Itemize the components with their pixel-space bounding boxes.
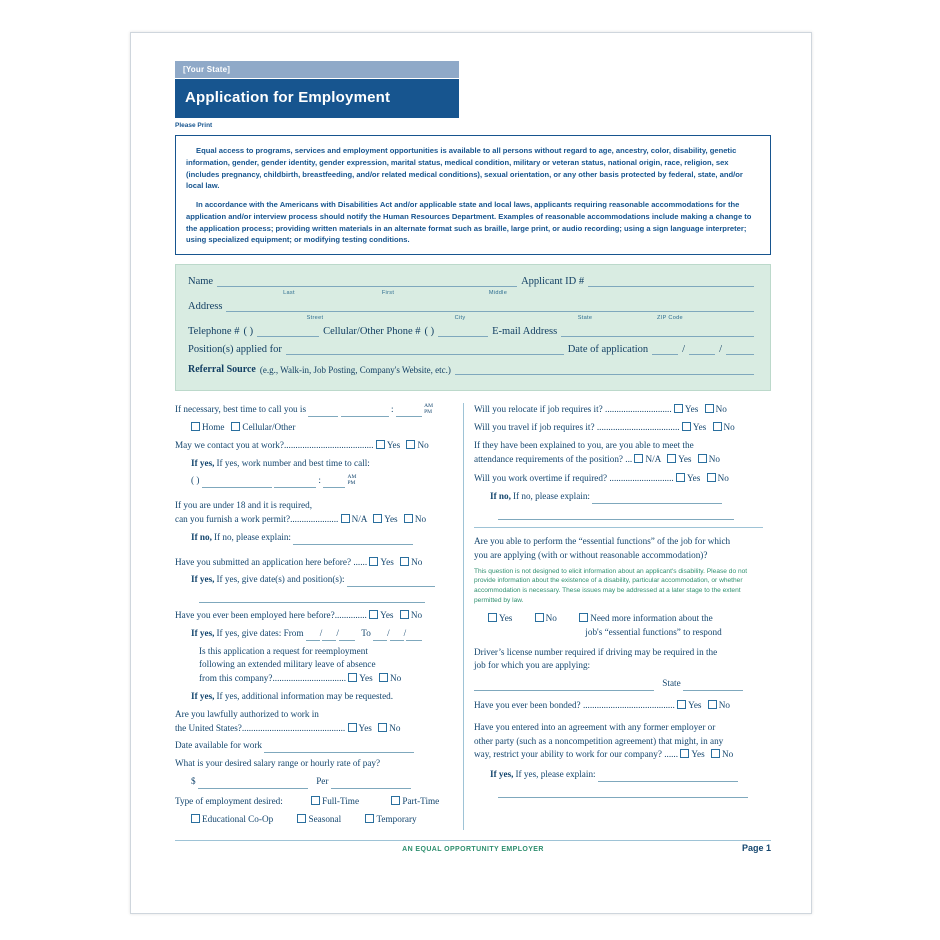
position-row <box>188 343 758 355</box>
please-print-note: Please Print <box>175 122 213 129</box>
work-number-row <box>175 474 455 488</box>
checkbox-work-permit-na[interactable] <box>341 514 350 523</box>
agreement-explain-row: If yes, If yes, please explain: <box>474 768 763 782</box>
work-permit-question: If you are under 18 and it is required, can you furnish a work permit?..................... N/A Yes No <box>175 500 427 524</box>
license-line-1: Driver’s license number required if driving may be required in the <box>474 646 718 657</box>
checkbox-overtime-yes[interactable] <box>676 473 685 482</box>
employed-before-question: Have you ever been employed here before?.............. Yes No <box>175 610 423 621</box>
attendance-question <box>474 439 763 467</box>
employment-type-row <box>175 795 455 809</box>
reemployment-line-2: following an extended military leave of absence <box>199 659 376 670</box>
essential-functions-options <box>474 612 763 640</box>
name-sub-middle: Middle <box>488 290 508 297</box>
employed-before-yes-label: Yes <box>380 610 394 621</box>
referral-row <box>188 363 758 375</box>
date-slash-2: / <box>719 344 722 356</box>
license-number-input[interactable] <box>474 680 654 691</box>
from-slash-1: / <box>319 627 323 638</box>
checkbox-travel-no[interactable] <box>713 422 722 431</box>
phone-row <box>188 325 758 337</box>
salary-per-input[interactable] <box>331 778 411 789</box>
date-year-input[interactable] <box>726 343 754 355</box>
checkbox-relocate-no[interactable] <box>705 404 714 413</box>
employed-before-no-label: No <box>410 610 423 621</box>
left-question-column <box>175 403 463 830</box>
authorized-line-2: the United States? <box>175 722 242 733</box>
date-slash-1: / <box>682 344 686 356</box>
noncompete-question <box>474 721 763 762</box>
telephone-label: Telephone # <box>188 326 240 338</box>
disability-disclaimer: This question is not designed to elicit information about an applicant's disability. Please do not provide information about the existence of a disability, particular accommodation, or whether accommodation is necessary. These issues may be addressed at a later stage to the extent permitted by law. <box>474 567 748 605</box>
applied-before-label: Have you submitted an application here before? <box>175 556 352 567</box>
address-input[interactable] <box>226 300 754 312</box>
relocate-question: Will you relocate if job requires it? ............................. Yes No <box>474 404 727 415</box>
checkbox-full-time[interactable] <box>311 796 320 805</box>
attendance-na-label: N/A <box>645 453 661 464</box>
equal-opportunity-note: AN EQUAL OPPORTUNITY EMPLOYER <box>402 846 544 854</box>
right-question-column <box>463 403 763 830</box>
essential-line-1: Are you able to perform the “essential functions” of the job for which <box>474 535 731 546</box>
checkbox-essential-no[interactable] <box>535 613 544 622</box>
agreement-line-2: other party (such as a noncompetition agreement) that might, in any <box>474 735 724 746</box>
applied-before-detail-row: If yes, If yes, give date(s) and position(s): <box>175 573 455 587</box>
work-number-paren: ( ) <box>191 475 200 486</box>
checkbox-essential-yes[interactable] <box>488 613 497 622</box>
drivers-license-question <box>474 646 763 674</box>
checkbox-attendance-no[interactable] <box>698 454 707 463</box>
employed-to-label: To <box>361 627 371 638</box>
overtime-explain-row: If no, If no, please explain: <box>474 490 763 504</box>
overtime-yes-label: Yes <box>686 473 701 484</box>
applied-before-detail-label: If yes, give date(s) and position(s): <box>216 574 345 585</box>
authorized-question: Are you lawfully authorized to work in the United States?............................................. Yes No <box>175 708 401 733</box>
referral-input[interactable] <box>455 363 754 375</box>
checkbox-contact-work-no[interactable] <box>406 440 415 449</box>
employed-before-label: Have you ever been employed here before? <box>175 610 335 621</box>
overtime-explain-label: If no, please explain: <box>512 491 590 502</box>
checkbox-contact-work-yes[interactable] <box>376 440 385 449</box>
work-minutes-input[interactable] <box>323 477 345 488</box>
notice-paragraph-1: Equal access to programs, services and employment opportunities is available to all persons without regard to age, ancestry, color, disability, genetic information, gender, gender identity, gender expression, marital status, medical condition, military or veteran status, national origin, race, religion, sex (includes pregnancy, childbirth, breastfeeding, and/or related medical conditions), sexual orientation, or any other basis protected by federal, state, and/or local law. <box>186 146 743 191</box>
salary-label: What is your desired salary range or hourly rate of pay? <box>175 758 381 769</box>
work-number-input[interactable] <box>202 477 272 488</box>
checkbox-bonded-no[interactable] <box>708 700 717 709</box>
to-slash-1: / <box>387 627 390 638</box>
bonded-yes-label: Yes <box>688 700 702 711</box>
address-sub-city: City <box>454 315 466 322</box>
best-time-colon: : <box>390 404 394 415</box>
license-row <box>474 677 763 691</box>
checkbox-part-time[interactable] <box>391 796 400 805</box>
travel-yes-label: Yes <box>692 421 707 432</box>
checkbox-employed-before-no[interactable] <box>400 610 409 619</box>
equal-access-notice <box>175 135 771 255</box>
address-sublabels <box>188 315 758 321</box>
employment-type-row-2 <box>175 813 455 827</box>
checkbox-reemployment-no[interactable] <box>379 673 388 682</box>
agreement-explain-input[interactable] <box>598 771 738 782</box>
checkbox-agreement-yes[interactable] <box>680 749 689 758</box>
travel-label: Will you travel if job requires it? <box>474 421 595 432</box>
notice-paragraph-2: In accordance with the Americans with Disabilities Act and/or applicable state and local laws, applicants requiring reasonable accommodations for the application and/or interview process should notify the Human Resources Department. Examples of reasonable accommodations include making a change to the application process; providing written materials in an alternate format such as braille, large print, or audio recording; using a sign language interpreter; using specialized equipment; or modifying testing conditions. <box>186 200 752 245</box>
email-label: E-mail Address <box>492 326 558 338</box>
relocate-yes-label: Yes <box>684 404 699 415</box>
salary-per-label: Per <box>316 776 329 787</box>
reemployment-line-1: Is this application a request for reemployment <box>199 645 368 656</box>
license-state-input[interactable] <box>683 680 743 691</box>
overtime-label: Will you work overtime if required? <box>474 473 608 484</box>
salary-amount-input[interactable] <box>198 778 308 789</box>
need-more-line-2: job's “essential functions” to respond <box>585 626 722 637</box>
relocate-no-label: No <box>715 404 727 415</box>
authorized-no-label: No <box>389 722 401 733</box>
applied-before-yes-label: Yes <box>380 556 394 567</box>
contact-at-work-question: May we contact you at work?....................................... Yes No <box>175 439 429 450</box>
applied-before-no-label: No <box>411 556 423 567</box>
checkbox-employed-before-yes[interactable] <box>369 610 378 619</box>
attendance-line-1: If they have been explained to you, are you able to meet the <box>474 439 694 450</box>
travel-question: Will you travel if job requires it? .................................... Yes No <box>474 421 735 432</box>
contact-work-yes-label: Yes <box>386 439 401 450</box>
checkbox-temporary[interactable] <box>365 814 374 823</box>
reemployment-line-3: from this company? <box>199 673 273 684</box>
pm-label: PM <box>424 409 433 416</box>
authorized-yes-label: Yes <box>358 722 372 733</box>
employed-dates-label: If yes, give dates: From <box>216 627 304 638</box>
am-label: AM <box>424 403 433 410</box>
address-row <box>188 300 758 312</box>
need-more-line-1: Need more information about the <box>590 613 713 624</box>
cellular-other-label: Cellular/Other <box>242 421 296 432</box>
form-sheet <box>130 32 812 914</box>
essential-line-2: you are applying (with or without reasonable accommodation)? <box>474 549 708 560</box>
applicant-id-label: Applicant ID # <box>521 276 585 288</box>
date-available-row <box>175 739 455 753</box>
applicant-info-block <box>175 264 771 391</box>
essential-yes-label: Yes <box>499 613 513 624</box>
overtime-explain-input-2[interactable] <box>498 508 734 520</box>
agreement-yes-label: Yes <box>691 749 705 760</box>
essential-no-label: No <box>545 613 557 624</box>
date-day-input[interactable] <box>689 343 715 355</box>
checkbox-applied-before-yes[interactable] <box>369 557 378 566</box>
applicant-id-input[interactable] <box>588 275 754 287</box>
work-pm-label: PM <box>347 480 356 487</box>
reemployment-no-label: No <box>389 673 402 684</box>
travel-no-label: No <box>723 421 735 432</box>
checkbox-attendance-yes[interactable] <box>667 454 676 463</box>
telephone-paren: ( ) <box>243 326 254 338</box>
overtime-question: Will you work overtime if required? ............................ Yes No <box>474 473 729 484</box>
need-more-line-2-wrap <box>474 626 763 640</box>
temporary-label: Temporary <box>376 813 417 824</box>
page-number: Page 1 <box>741 843 771 854</box>
part-time-label: Part-Time <box>402 795 440 806</box>
reemployment-note: If yes, If yes, additional information may be requested. <box>191 691 394 702</box>
section-divider <box>474 527 763 528</box>
position-input[interactable] <box>286 343 564 355</box>
checkbox-overtime-no[interactable] <box>707 473 716 482</box>
form-title-bar <box>175 79 459 118</box>
name-label: Name <box>188 276 214 288</box>
attendance-yes-label: Yes <box>678 453 692 464</box>
work-time-input[interactable] <box>274 477 316 488</box>
cellular-paren: ( ) <box>424 326 435 338</box>
checkbox-authorized-yes[interactable] <box>348 723 357 732</box>
name-sublabels <box>188 290 758 296</box>
home-label: Home <box>202 421 225 432</box>
cellular-label: Cellular/Other Phone # <box>323 326 421 338</box>
overtime-explain-input[interactable] <box>592 493 722 504</box>
date-available-input[interactable] <box>264 742 414 753</box>
applied-before-detail-input-2[interactable] <box>199 591 425 603</box>
work-permit-explain-label: If no, please explain: <box>213 531 291 542</box>
salary-question <box>175 757 455 771</box>
employment-type-label: Type of employment desired: <box>175 795 283 806</box>
seasonal-label: Seasonal <box>308 813 342 824</box>
overtime-no-label: No <box>717 473 729 484</box>
bonded-no-label: No <box>718 700 731 711</box>
salary-row <box>175 775 455 789</box>
checkbox-relocate-yes[interactable] <box>674 404 683 413</box>
contact-at-work-label: May we contact you at work? <box>175 439 284 450</box>
work-am-label: AM <box>347 474 357 481</box>
name-row <box>188 275 758 287</box>
applied-before-question: Have you submitted an application here before? ...... Yes No <box>175 556 423 567</box>
form-footer <box>175 840 771 868</box>
agreement-line-1: Have you entered into an agreement with any former employer or <box>474 721 716 732</box>
essential-functions-question <box>474 535 763 563</box>
checkbox-reemployment-yes[interactable] <box>348 673 357 682</box>
form-content <box>175 61 771 868</box>
salary-dollar-sign: $ <box>191 776 196 787</box>
to-slash-2: / <box>403 627 407 638</box>
full-time-label: Full-Time <box>322 795 360 806</box>
attendance-no-label: No <box>708 453 721 464</box>
authorized-line-1: Are you lawfully authorized to work in <box>175 708 319 719</box>
position-label: Position(s) applied for <box>188 344 282 356</box>
checkbox-seasonal[interactable] <box>297 814 306 823</box>
state-tag: [Your State] <box>175 61 459 78</box>
address-sub-street: Street <box>306 315 324 322</box>
questions-columns <box>175 403 771 830</box>
call-location-options <box>175 421 455 435</box>
date-month-input[interactable] <box>652 343 678 355</box>
date-of-application-label: Date of application <box>567 344 649 356</box>
work-permit-no-label: No <box>414 513 427 524</box>
work-permit-na-label: N/A <box>351 513 367 524</box>
best-time-label: If necessary, best time to call you is <box>175 404 307 415</box>
checkbox-work-permit-no[interactable] <box>404 514 413 523</box>
cellular-input[interactable] <box>438 325 488 337</box>
telephone-input[interactable] <box>257 325 319 337</box>
checkbox-cellular-other[interactable] <box>231 422 240 431</box>
checkbox-work-permit-yes[interactable] <box>373 514 382 523</box>
work-permit-line-1: If you are under 18 and it is required, <box>175 500 313 511</box>
work-permit-explain-input[interactable] <box>293 534 413 545</box>
agreement-line-3: way, restrict your ability to work for our company? ...... <box>474 749 679 760</box>
checkbox-educational-coop[interactable] <box>191 814 200 823</box>
work-permit-explain-row: If no, If no, please explain: <box>175 531 455 545</box>
attendance-line-2: attendance requirements of the position? ... <box>474 453 633 464</box>
contact-work-no-label: No <box>417 439 429 450</box>
checkbox-home[interactable] <box>191 422 200 431</box>
agreement-explain-input-2[interactable] <box>498 786 748 798</box>
address-label: Address <box>188 301 223 313</box>
checkbox-attendance-na[interactable] <box>634 454 643 463</box>
from-slash-2: / <box>336 627 339 638</box>
best-time-ampm <box>424 404 433 416</box>
work-permit-line-2: can you furnish a work permit? <box>175 513 291 524</box>
applied-before-detail-input[interactable] <box>347 576 435 587</box>
checkbox-agreement-no[interactable] <box>711 749 720 758</box>
work-number-sub-question: If yes, If yes, work number and best time to call: <box>191 457 370 468</box>
checkbox-travel-yes[interactable] <box>682 422 691 431</box>
referral-hint: (e.g., Walk-in, Job Posting, Company's Website, etc.) <box>259 365 451 376</box>
work-permit-yes-label: Yes <box>384 513 398 524</box>
reemployment-note-label: If yes, additional information may be requested. <box>216 691 394 702</box>
name-sub-last: Last <box>283 290 295 297</box>
employed-dates-row: If yes, If yes, give dates: From / / To / / <box>175 627 455 641</box>
reemployment-yes-label: Yes <box>359 673 373 684</box>
bonded-question: Have you ever been bonded? ........................................ Yes No <box>474 700 731 711</box>
best-time-question <box>175 403 455 417</box>
page-title: Application for Employment <box>185 89 391 106</box>
license-line-2: job for which you are applying: <box>474 660 591 671</box>
checkbox-need-more-info[interactable] <box>579 613 588 622</box>
agreement-no-label: No <box>722 749 734 760</box>
relocate-label: Will you relocate if job requires it? <box>474 404 603 415</box>
referral-label: Referral Source <box>188 364 256 376</box>
checkbox-bonded-yes[interactable] <box>677 700 686 709</box>
work-ampm <box>347 475 356 487</box>
address-sub-zip: ZIP Code <box>657 315 683 322</box>
work-number-label: If yes, work number and best time to call: <box>216 457 370 468</box>
agreement-explain-label: If yes, please explain: <box>515 769 596 780</box>
checkbox-authorized-no[interactable] <box>378 723 387 732</box>
name-input[interactable] <box>217 275 517 287</box>
email-input[interactable] <box>561 325 754 337</box>
reemployment-question: Is this application a request for reemployment following an extended military leave of absence from this company?................................ Yes No <box>199 645 402 684</box>
bonded-label: Have you ever been bonded? <box>474 700 581 711</box>
work-colon: : <box>318 475 321 486</box>
address-sub-state: State <box>577 315 593 322</box>
name-sub-first: First <box>381 290 395 297</box>
educational-coop-label: Educational Co-Op <box>202 813 274 824</box>
date-available-label: Date available for work <box>175 740 262 751</box>
checkbox-applied-before-no[interactable] <box>400 557 409 566</box>
license-state-label: State <box>662 678 681 689</box>
